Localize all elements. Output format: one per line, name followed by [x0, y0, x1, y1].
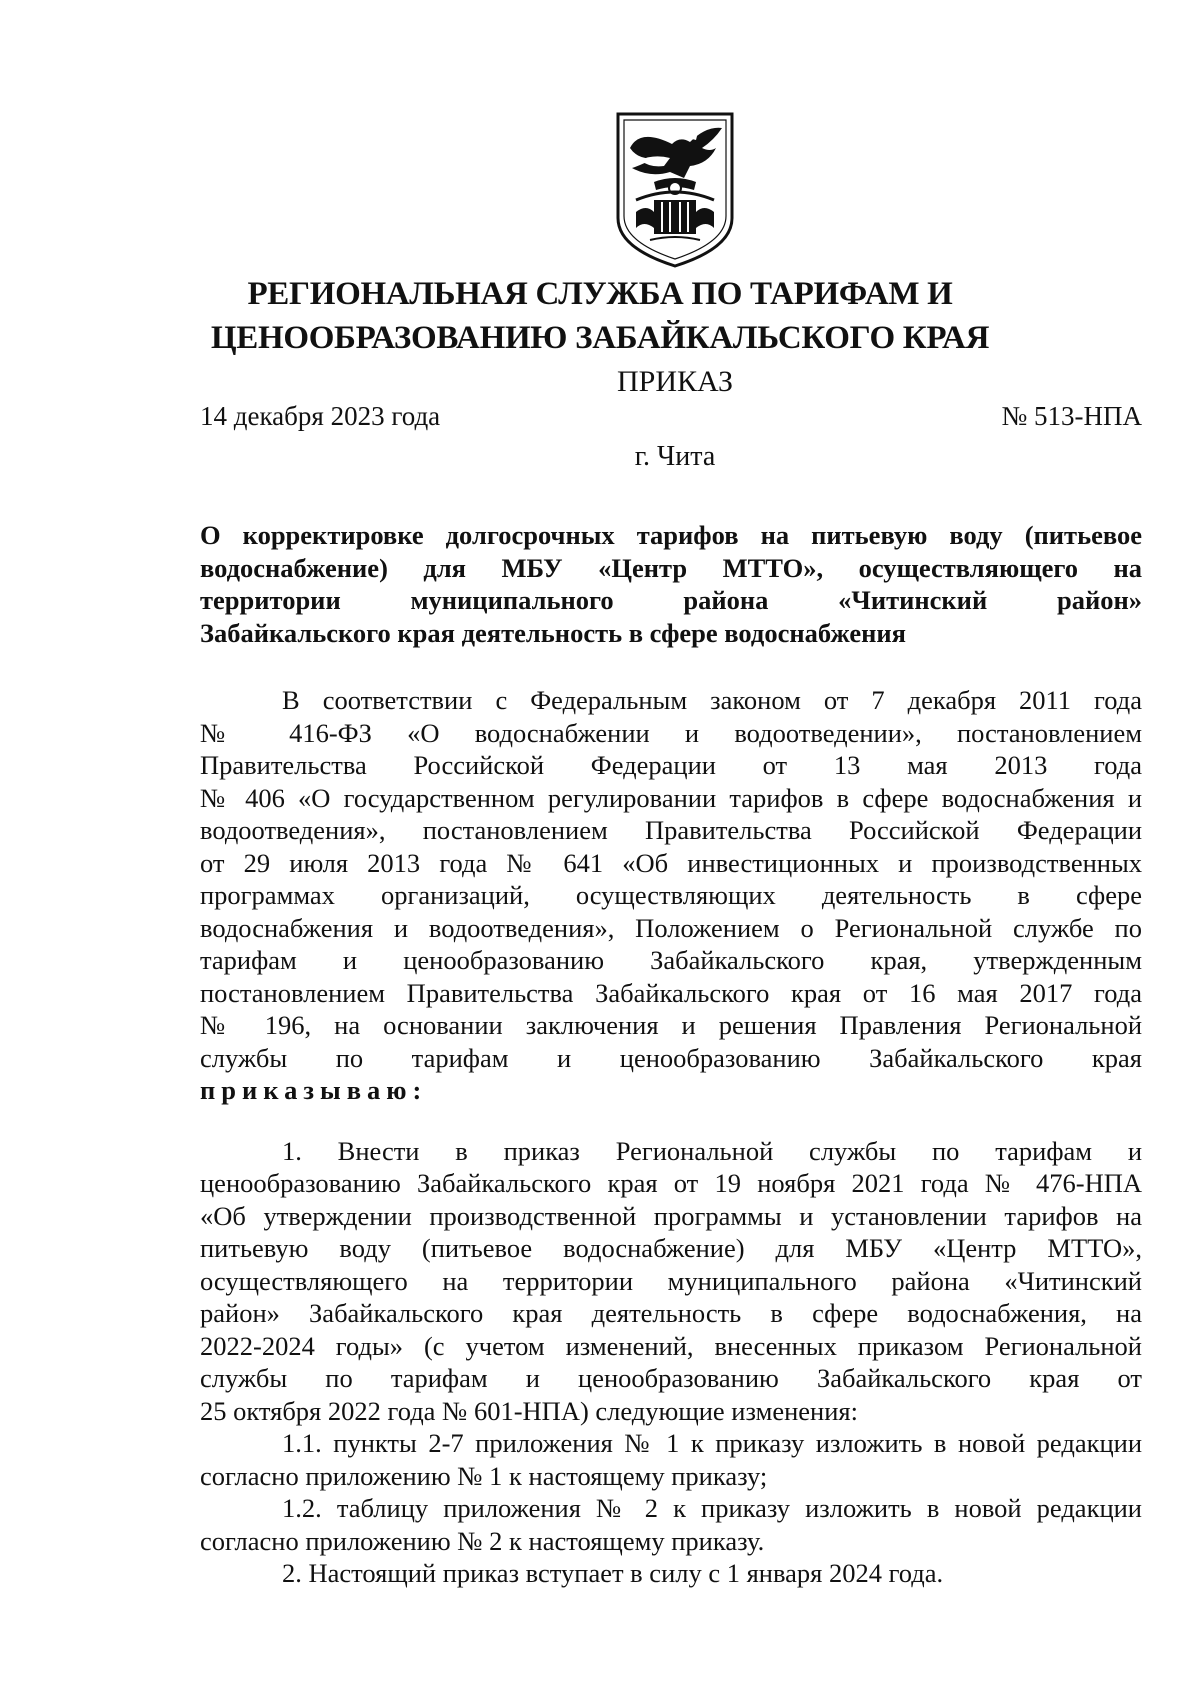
preamble-line: № 406 «О государственном регулировании тарифов в сфере водоснабжения и: [200, 782, 1142, 813]
item1-1-line: 1.1. пункты 2-7 приложения № 1 к приказу изложить в новой редакции: [282, 1428, 1142, 1458]
item1-line: район» Забайкальского края деятельность в сфере водоснабжения, на: [200, 1298, 1142, 1328]
order-subject: [200, 519, 1142, 649]
order-body: [200, 684, 1142, 1590]
document-type: ПРИКАЗ: [617, 365, 733, 398]
preamble-line: тарифам и ценообразованию Забайкальского края, утвержденным: [200, 945, 1142, 975]
item1-line: 2022-2024 годы» (с учетом изменений, внесенных приказом Региональной: [200, 1330, 1142, 1361]
order-city: г. Чита: [634, 441, 716, 472]
item1-line: осуществляющего на территории муниципального района «Читинский: [200, 1265, 1142, 1296]
item1-line: 1. Внести в приказ Региональной службы по тарифам и: [282, 1135, 1142, 1166]
agency-name-line2: ЦЕНООБРАЗОВАНИЮ ЗАБАЙКАЛЬСКОГО КРАЯ: [210, 320, 990, 356]
order-date: 14 декабря 2023 года: [200, 401, 441, 431]
preamble-line: постановлением Правительства Забайкальского края от 16 мая 2017 года: [200, 977, 1142, 1008]
preamble-line: В соответствии с Федеральным законом от 7 декабря 2011 года: [282, 685, 1142, 715]
subject-line: водоснабжение) для МБУ «Центр МТТО», осуществляющего на: [200, 552, 1142, 583]
preamble-line: № 196, на основании заключения и решения Правления Региональной: [200, 1010, 1142, 1040]
paragraph-gap: [200, 1107, 1142, 1135]
item2-line: 2. Настоящий приказ вступает в силу с 1 января 2024 года.: [282, 1558, 944, 1588]
item1-line: 25 октября 2022 года № 601-НПА) следующие изменения:: [200, 1395, 858, 1426]
preamble-line: службы по тарифам и ценообразованию Забайкальского края: [200, 1042, 1142, 1073]
agency-name-line1: РЕГИОНАЛЬНАЯ СЛУЖБА ПО ТАРИФАМ И: [247, 276, 953, 312]
preamble-line: № 416-ФЗ «О водоснабжении и водоотведении», постановлением: [200, 717, 1142, 748]
decree-word: приказываю:: [200, 1075, 428, 1105]
item1-line: «Об утверждении производственной программы и установлении тарифов на: [200, 1200, 1142, 1231]
preamble-line: от 29 июля 2013 года № 641 «Об инвестиционных и производственных: [200, 847, 1142, 878]
item1-line: питьевую воду (питьевое водоснабжение) для МБУ «Центр МТТО»,: [200, 1233, 1142, 1263]
order-number: № 513-НПА: [1001, 401, 1142, 431]
item1-line: службы по тарифам и ценообразованию Забайкальского края от: [200, 1363, 1142, 1393]
preamble-line: водоотведения», постановлением Правительства Российской Федерации: [200, 815, 1142, 845]
subject-line: территории муниципального района «Читинский район»: [200, 585, 1142, 615]
preamble-line: Правительства Российской Федерации от 13 мая 2013 года: [200, 750, 1142, 780]
subject-line: О корректировке долгосрочных тарифов на питьевую воду (питьевое: [200, 520, 1142, 550]
preamble-line: программах организаций, осуществляющих деятельность в сфере: [200, 880, 1142, 910]
preamble-line: водоснабжения и водоотведения», Положением о Региональной службе по: [200, 912, 1142, 943]
agency-name: [0, 272, 1200, 360]
item1-2-line: согласно приложению № 2 к настоящему приказу.: [200, 1525, 765, 1556]
item1-1-line: согласно приложению № 1 к настоящему приказу;: [200, 1460, 768, 1491]
subject-line: Забайкальского края деятельность в сфере водоснабжения: [200, 617, 906, 648]
coat-of-arms-emblem: [610, 108, 740, 270]
item1-line: ценообразованию Забайкальского края от 19 ноября 2021 года № 476-НПА: [200, 1168, 1142, 1198]
item1-2-line: 1.2. таблицу приложения № 2 к приказу изложить в новой редакции: [282, 1493, 1142, 1523]
